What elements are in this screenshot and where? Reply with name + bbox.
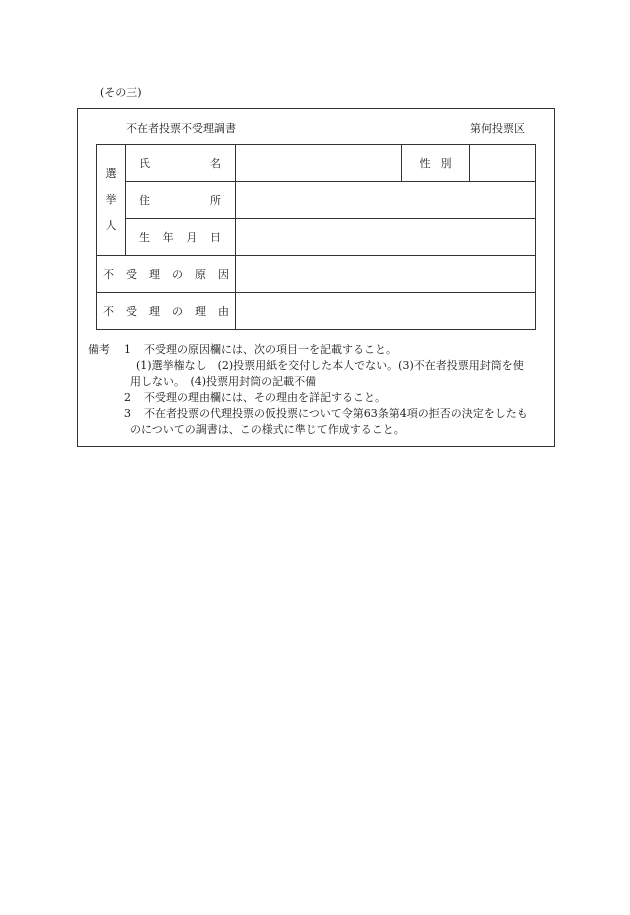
note-number: 1: [124, 343, 131, 356]
cause-label-char: の: [172, 268, 183, 281]
cause-label-char: 因: [218, 268, 229, 281]
note-text: 不受理の原因欄には、次の項目一を記載すること。: [144, 343, 397, 356]
name-label-char: 氏: [139, 157, 150, 170]
note-number: 3: [124, 407, 131, 420]
elector-group-label: [97, 145, 126, 256]
address-field[interactable]: [236, 182, 536, 219]
rejection-reason-label: [97, 293, 236, 330]
birth-label-char: 日: [209, 231, 221, 244]
name-label-char: 名: [210, 157, 221, 170]
elector-char: 選: [105, 167, 117, 180]
note-number: 2: [124, 391, 131, 404]
cause-label-char: 理: [149, 268, 160, 281]
address-label-char: 住: [139, 194, 150, 207]
reason-label-char: 受: [126, 305, 137, 318]
rejection-cause-field[interactable]: [236, 256, 536, 293]
record-table: [96, 144, 536, 330]
reason-label-char: 不: [103, 305, 114, 318]
cause-label-char: 原: [195, 268, 206, 281]
rejection-reason-field[interactable]: [236, 293, 536, 330]
note-text-continued: のについての調書は、この様式に準じて作成すること。: [130, 423, 405, 436]
form-title: 不在者投票不受理調書: [126, 122, 236, 135]
birth-label-char: 月: [186, 231, 198, 244]
address-label-char: 所: [210, 194, 221, 207]
name-field[interactable]: [236, 145, 402, 182]
polling-district-label: 第何投票区: [470, 122, 525, 135]
note-text: 不受理の理由欄には、その理由を詳記すること。: [144, 391, 386, 404]
note-subitems-continued: 用しない。 (4)投票用封筒の記載不備: [130, 375, 317, 388]
cause-label-char: 不: [103, 268, 114, 281]
name-label: [126, 145, 236, 182]
reason-label-char: 由: [218, 305, 229, 318]
birth-label-char: 生: [139, 231, 150, 244]
reason-label-char: 理: [195, 305, 206, 318]
cause-label-char: 受: [126, 268, 137, 281]
sex-field[interactable]: [470, 145, 536, 182]
sex-label-char: 別: [440, 157, 452, 170]
note-subitems: (1)選挙権なし (2)投票用紙を交付した本人でない。(3)不在者投票用封筒を使: [136, 359, 524, 372]
elector-char: 人: [105, 219, 117, 232]
elector-char: 挙: [105, 193, 117, 206]
form-number-label: (その三): [100, 86, 142, 99]
notes-section: [88, 342, 568, 438]
rejection-cause-label: [97, 256, 236, 293]
reason-label-char: 理: [149, 305, 160, 318]
address-label: [126, 182, 236, 219]
note-text: 不在者投票の代理投票の仮投票について令第63条第4項の拒否の決定をしたも: [144, 407, 528, 420]
sex-label-char: 性: [419, 157, 431, 170]
birth-label-char: 年: [162, 231, 174, 244]
notes-heading: 備考: [88, 343, 110, 356]
birth-date-field[interactable]: [236, 219, 536, 256]
birth-date-label: [126, 219, 236, 256]
reason-label-char: の: [172, 305, 183, 318]
sex-label: [402, 145, 470, 182]
